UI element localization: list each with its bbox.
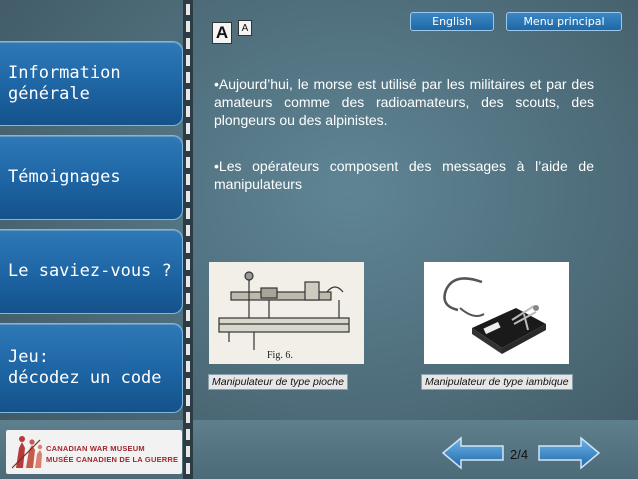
film-perforation	[186, 344, 190, 355]
film-perforation	[186, 412, 190, 423]
film-perforation	[186, 327, 190, 338]
sidebar-item-label: Témoignages	[8, 167, 121, 187]
sidebar-item-label: Le saviez-vous ?	[8, 261, 172, 281]
film-perforation	[186, 429, 190, 440]
next-page-button[interactable]	[537, 436, 601, 474]
film-perforation	[186, 174, 190, 185]
film-perforation	[186, 293, 190, 304]
caption-pioche: Manipulateur de type pioche	[208, 374, 348, 390]
main-menu-button[interactable]: Menu principal	[506, 12, 622, 31]
logo-text-english: CANADIAN WAR MUSEUM	[46, 444, 145, 453]
film-perforation	[186, 106, 190, 117]
arrow-left-icon	[441, 436, 505, 470]
sidebar-item-information-generale[interactable]	[0, 41, 183, 126]
figure-label: Fig. 6.	[267, 350, 293, 361]
film-strip-divider	[183, 0, 193, 479]
film-perforation	[186, 242, 190, 253]
film-perforation	[186, 361, 190, 372]
page-indicator: 2/4	[510, 447, 529, 462]
film-perforation	[186, 259, 190, 270]
film-perforation	[186, 89, 190, 100]
film-perforation	[186, 225, 190, 236]
film-perforation	[186, 157, 190, 168]
arrow-right-icon	[537, 436, 601, 470]
film-perforation	[186, 378, 190, 389]
sidebar-nav	[0, 0, 186, 420]
sidebar-item-label: Information générale	[8, 62, 121, 104]
sidebar-item-jeu[interactable]	[0, 323, 183, 413]
museum-logo	[6, 430, 182, 474]
increase-font-button[interactable]: A	[212, 22, 232, 44]
bullet-text-usage: •Aujourd’hui, le morse est utilisé par les militaires et par des amateurs comme des radioamateurs, des scouts, des plongeurs ou des alpinistes.	[214, 76, 594, 128]
iambic-key-drawing-icon	[424, 262, 569, 364]
sidebar-item-le-saviez-vous[interactable]	[0, 229, 183, 314]
sidebar-item-temoignages[interactable]	[0, 135, 183, 220]
soldiers-logo-icon	[10, 434, 44, 470]
sidebar-item-label: Jeu: décodez un code	[8, 347, 162, 388]
film-perforation	[186, 55, 190, 66]
film-perforation	[186, 463, 190, 474]
bullet-text-operators: •Les opérateurs composent des messages à l’aide de manipulateurs	[214, 158, 594, 192]
telegraph-key-drawing-icon	[209, 262, 364, 364]
film-perforation	[186, 276, 190, 287]
caption-iambique: Manipulateur de type iambique	[421, 374, 573, 390]
film-perforation	[186, 123, 190, 134]
film-perforation	[186, 310, 190, 321]
film-perforation	[186, 38, 190, 49]
film-perforation	[186, 208, 190, 219]
previous-page-button[interactable]	[441, 436, 505, 474]
decrease-font-button[interactable]: A	[238, 20, 252, 36]
straight-key-illustration	[209, 262, 364, 364]
film-perforation	[186, 21, 190, 32]
film-perforation	[186, 395, 190, 406]
film-perforation	[186, 4, 190, 15]
iambic-key-photo	[424, 262, 569, 364]
film-perforation	[186, 191, 190, 202]
english-button[interactable]: English	[410, 12, 494, 31]
film-perforation	[186, 72, 190, 83]
film-perforation	[186, 140, 190, 151]
logo-text-french: MUSÉE CANADIEN DE LA GUERRE	[46, 455, 179, 464]
film-perforation	[186, 446, 190, 457]
